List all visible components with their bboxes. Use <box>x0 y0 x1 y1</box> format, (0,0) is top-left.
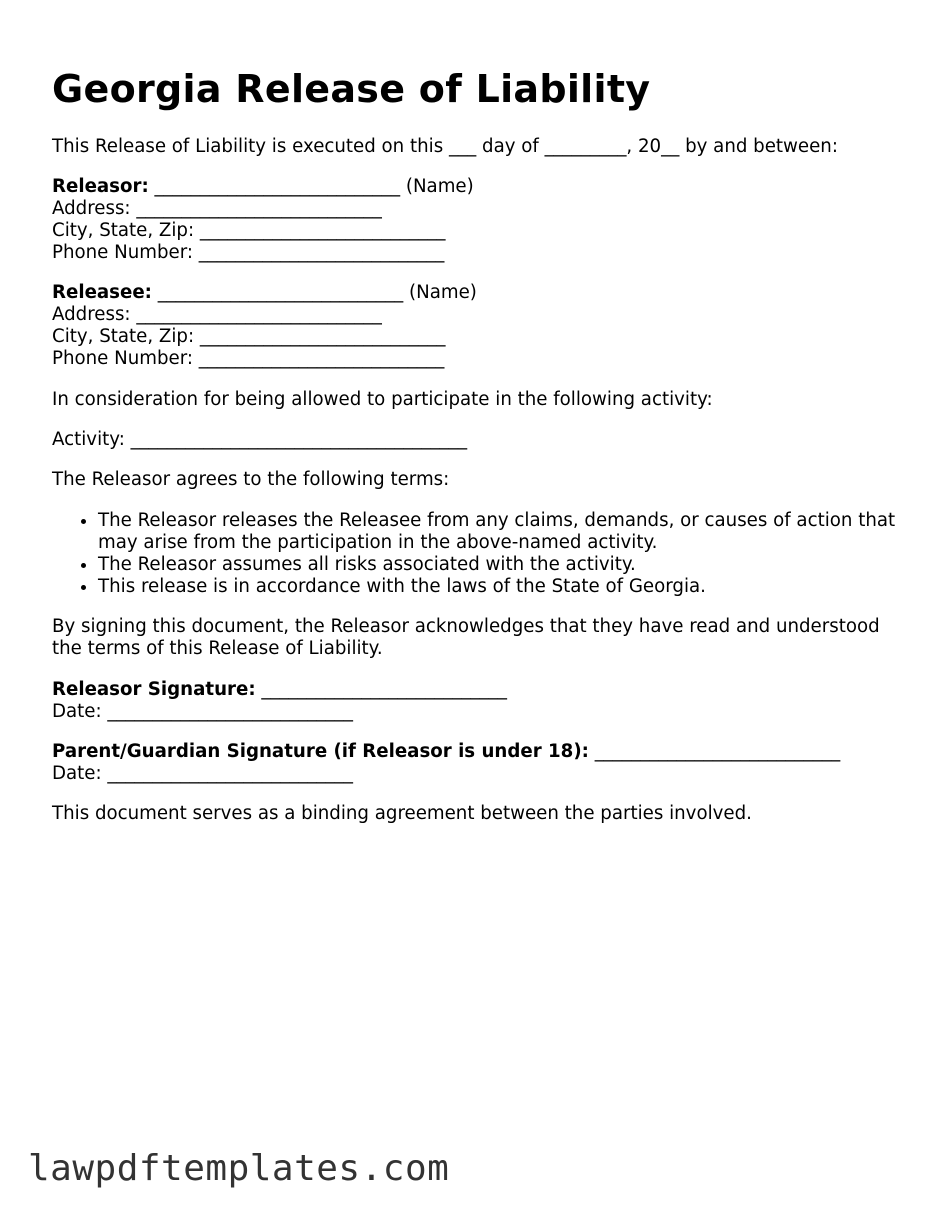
list-item: • The Releasor assumes all risks associated with the activity. <box>98 554 918 576</box>
releasee-label: Releasee: <box>52 282 152 303</box>
releasor-signature-field: ___________________________ <box>255 679 507 700</box>
releasor-name-field: ___________________________ (Name) <box>148 176 474 197</box>
terms-list <box>52 510 918 598</box>
guardian-signature-field: ___________________________ <box>588 741 841 762</box>
releasor-name-line <box>52 176 474 198</box>
acknowledgement-text: By signing this document, the Releasor acknowledges that they have read and understood the terms of this Release of Liability. <box>52 616 880 659</box>
releasor-address: Address: ___________________________ <box>52 198 382 219</box>
releasee-name-field: ___________________________ (Name) <box>151 282 477 303</box>
document-title: Georgia Release of Liability <box>52 67 651 111</box>
releasor-signature-label: Releasor Signature: <box>52 679 256 700</box>
releasee-phone: Phone Number: ___________________________ <box>52 348 445 369</box>
activity-line: Activity: _____________________________________ <box>52 429 468 450</box>
list-item: • This release is in accordance with the laws of the State of Georgia. <box>98 576 918 598</box>
closing-text: This document serves as a binding agreement between the parties involved. <box>52 803 752 824</box>
releasor-label: Releasor: <box>52 176 149 197</box>
guardian-signature-date: Date: ___________________________ <box>52 763 353 784</box>
consideration-text: In consideration for being allowed to participate in the following activity: <box>52 389 713 410</box>
releasor-signature-line <box>52 679 507 701</box>
terms-intro: The Releasor agrees to the following terms: <box>52 469 450 490</box>
releasee-city: City, State, Zip: ___________________________ <box>52 326 446 347</box>
releasor-phone: Phone Number: ___________________________ <box>52 242 445 263</box>
intro-text: This Release of Liability is executed on this ___ day of _________, 20__ by and between: <box>52 136 838 157</box>
releasor-signature-date: Date: ___________________________ <box>52 701 353 722</box>
site-watermark: lawpdftemplates.com <box>28 1148 450 1189</box>
releasee-name-line <box>52 282 477 304</box>
releasor-city: City, State, Zip: ___________________________ <box>52 220 446 241</box>
list-item: • The Releasor releases the Releasee from any claims, demands, or causes of action that may arise from the participation in the above-named activity. <box>98 510 918 554</box>
releasee-address: Address: ___________________________ <box>52 304 382 325</box>
guardian-signature-label: Parent/Guardian Signature (if Releasor is under 18): <box>52 741 589 762</box>
guardian-signature-line <box>52 741 840 763</box>
